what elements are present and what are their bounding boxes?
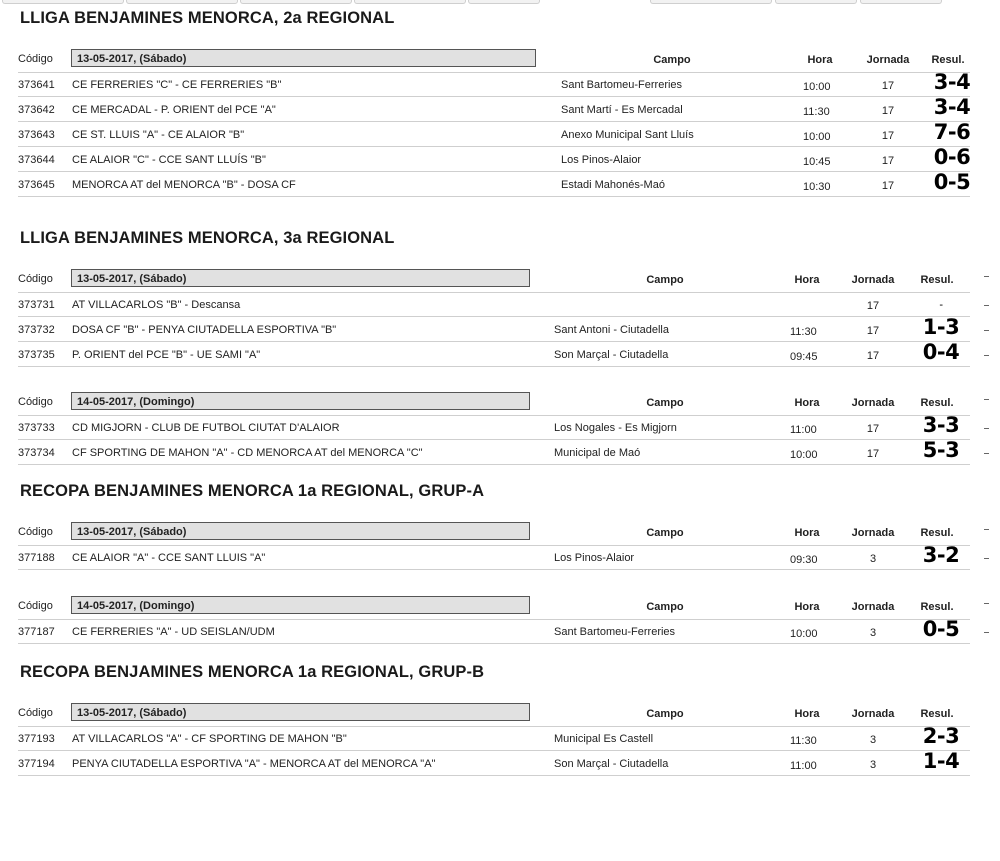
jornada-column-header: Jornada bbox=[851, 708, 895, 720]
hora-column-header: Hora bbox=[794, 708, 820, 720]
result-column-header: Resul. bbox=[920, 527, 954, 539]
separator-tick bbox=[984, 330, 989, 331]
table-header-row bbox=[18, 703, 970, 727]
match-row bbox=[18, 724, 970, 751]
hora-column-header: Hora bbox=[807, 54, 833, 66]
match-time: 10:00 bbox=[790, 628, 818, 640]
jornada-column-header: Jornada bbox=[851, 274, 895, 286]
match-code: 373733 bbox=[18, 422, 55, 434]
match-code: 373643 bbox=[18, 129, 55, 141]
match-result: 7-6 bbox=[933, 120, 971, 144]
match-code: 373734 bbox=[18, 447, 55, 459]
match-date-header: 13-05-2017, (Sábado) bbox=[71, 522, 530, 540]
match-row bbox=[18, 340, 970, 367]
match-field: Los Pinos-Alaior bbox=[554, 552, 635, 564]
separator-tick bbox=[984, 603, 989, 604]
match-round: 3 bbox=[869, 734, 877, 746]
match-result: 0-6 bbox=[933, 145, 971, 169]
match-date-header: 13-05-2017, (Sábado) bbox=[71, 269, 530, 287]
match-round: 17 bbox=[881, 130, 895, 142]
match-time: 10:45 bbox=[803, 156, 831, 168]
match-result: 1-3 bbox=[922, 315, 960, 339]
match-teams: AT VILLACARLOS "B" - Descansa bbox=[72, 299, 241, 311]
separator-tick bbox=[984, 355, 989, 356]
match-code: 373641 bbox=[18, 79, 55, 91]
code-column-header: Código bbox=[18, 600, 53, 612]
match-row bbox=[18, 543, 970, 570]
result-column-header: Resul. bbox=[920, 708, 954, 720]
match-result: - bbox=[939, 299, 943, 311]
table-header-row bbox=[18, 522, 970, 546]
table-header-row bbox=[18, 269, 970, 293]
match-code: 373645 bbox=[18, 179, 55, 191]
match-teams: CE FERRERIES "A" - UD SEISLAN/UDM bbox=[72, 626, 275, 638]
result-column-header: Resul. bbox=[920, 397, 954, 409]
separator-tick bbox=[984, 428, 989, 429]
code-column-header: Código bbox=[18, 707, 53, 719]
campo-column-header: Campo bbox=[646, 397, 684, 409]
campo-column-header: Campo bbox=[646, 708, 684, 720]
result-column-header: Resul. bbox=[931, 54, 965, 66]
match-code: 377187 bbox=[18, 626, 55, 638]
match-row bbox=[18, 413, 970, 440]
match-time: 11:30 bbox=[790, 326, 817, 338]
match-code: 377194 bbox=[18, 758, 55, 770]
jornada-column-header: Jornada bbox=[851, 527, 895, 539]
match-teams: P. ORIENT del PCE "B" - UE SAMI "A" bbox=[72, 349, 261, 361]
match-teams: CE ALAIOR "C" - CCE SANT LLUÍS "B" bbox=[72, 154, 266, 166]
match-date-header: 13-05-2017, (Sábado) bbox=[71, 703, 530, 721]
match-result: 0-5 bbox=[933, 170, 971, 194]
jornada-column-header: Jornada bbox=[851, 397, 895, 409]
match-time: 11:30 bbox=[803, 106, 830, 118]
competition-title: LLIGA BENJAMINES MENORCA, 2a REGIONAL bbox=[20, 9, 395, 27]
match-teams: CF SPORTING DE MAHON "A" - CD MENORCA AT del MENORCA "C" bbox=[72, 447, 423, 459]
hora-column-header: Hora bbox=[794, 527, 820, 539]
match-time: 10:00 bbox=[790, 449, 818, 461]
match-round: 3 bbox=[869, 627, 877, 639]
match-row bbox=[18, 145, 971, 172]
match-teams: CE MERCADAL - P. ORIENT del PCE "A" bbox=[72, 104, 276, 116]
match-row bbox=[18, 293, 970, 317]
match-row bbox=[18, 749, 970, 776]
match-code: 377188 bbox=[18, 552, 55, 564]
match-teams: AT VILLACARLOS "A" - CF SPORTING DE MAHON "B" bbox=[72, 733, 347, 745]
code-column-header: Código bbox=[18, 53, 53, 65]
hora-column-header: Hora bbox=[794, 397, 820, 409]
match-round: 17 bbox=[866, 350, 880, 362]
jornada-column-header: Jornada bbox=[851, 601, 895, 613]
match-time: 11:00 bbox=[790, 760, 817, 772]
match-result: 1-4 bbox=[922, 749, 960, 773]
match-teams: CE FERRERIES "C" - CE FERRERIES "B" bbox=[72, 79, 282, 91]
match-code: 377193 bbox=[18, 733, 55, 745]
match-round: 17 bbox=[866, 325, 880, 337]
code-column-header: Código bbox=[18, 526, 53, 538]
match-teams: CD MIGJORN - CLUB DE FUTBOL CIUTAT D'ALAIOR bbox=[72, 422, 340, 434]
separator-tick bbox=[984, 453, 989, 454]
match-date-header: 14-05-2017, (Domingo) bbox=[71, 392, 530, 410]
campo-column-header: Campo bbox=[646, 601, 684, 613]
match-time: 11:30 bbox=[790, 735, 817, 747]
jornada-column-header: Jornada bbox=[866, 54, 910, 66]
separator-tick bbox=[984, 632, 989, 633]
match-code: 373731 bbox=[18, 299, 55, 311]
match-field: Los Pinos-Alaior bbox=[561, 154, 642, 166]
browser-tab-strip bbox=[0, 0, 1000, 3]
separator-tick bbox=[984, 529, 989, 530]
hora-column-header: Hora bbox=[794, 274, 820, 286]
match-field: Municipal Es Castell bbox=[554, 733, 654, 745]
match-result: 0-5 bbox=[922, 617, 960, 641]
match-teams: CE ST. LLUIS "A" - CE ALAIOR "B" bbox=[72, 129, 245, 141]
match-result: 5-3 bbox=[922, 438, 960, 462]
match-round: 17 bbox=[881, 180, 895, 192]
match-teams: MENORCA AT del MENORCA "B" - DOSA CF bbox=[72, 179, 296, 191]
match-time: 10:30 bbox=[803, 181, 831, 193]
match-round: 3 bbox=[869, 553, 877, 565]
match-round: 17 bbox=[881, 80, 895, 92]
match-row bbox=[18, 95, 971, 122]
competition-title: RECOPA BENJAMINES MENORCA 1a REGIONAL, GRUP-A bbox=[20, 482, 485, 500]
match-row bbox=[18, 170, 971, 197]
match-date-header: 14-05-2017, (Domingo) bbox=[71, 596, 530, 614]
match-row bbox=[18, 120, 971, 147]
match-round: 17 bbox=[866, 448, 880, 460]
match-result: 2-3 bbox=[922, 724, 960, 748]
match-field: Anexo Municipal Sant Lluís bbox=[561, 129, 694, 141]
match-field: Son Marçal - Ciutadella bbox=[554, 758, 669, 770]
match-round: 17 bbox=[866, 300, 880, 312]
competition-title: RECOPA BENJAMINES MENORCA 1a REGIONAL, GRUP-B bbox=[20, 663, 485, 681]
match-field: Sant Bartomeu-Ferreries bbox=[554, 626, 676, 638]
match-result: 3-4 bbox=[933, 70, 971, 94]
match-teams: CE ALAIOR "A" - CCE SANT LLUIS "A" bbox=[72, 552, 266, 564]
match-row bbox=[18, 438, 970, 465]
match-round: 17 bbox=[866, 423, 880, 435]
match-time: 09:45 bbox=[790, 351, 818, 363]
separator-tick bbox=[984, 276, 989, 277]
table-header-row bbox=[18, 392, 970, 416]
match-code: 373735 bbox=[18, 349, 55, 361]
match-row bbox=[18, 70, 971, 97]
code-column-header: Código bbox=[18, 396, 53, 408]
match-field: Sant Martí - Es Mercadal bbox=[561, 104, 683, 116]
match-row bbox=[18, 617, 970, 644]
match-date-header: 13-05-2017, (Sábado) bbox=[71, 49, 536, 67]
separator-tick bbox=[984, 399, 989, 400]
match-time: 11:00 bbox=[790, 424, 817, 436]
match-result: 3-2 bbox=[922, 543, 960, 567]
campo-column-header: Campo bbox=[653, 54, 691, 66]
match-teams: DOSA CF "B" - PENYA CIUTADELLA ESPORTIVA "B" bbox=[72, 324, 337, 336]
separator-tick bbox=[984, 305, 989, 306]
match-result: 3-3 bbox=[922, 413, 960, 437]
separator-tick bbox=[984, 558, 989, 559]
campo-column-header: Campo bbox=[646, 274, 684, 286]
match-field: Los Nogales - Es Migjorn bbox=[554, 422, 677, 434]
match-field: Municipal de Maó bbox=[554, 447, 641, 459]
match-row bbox=[18, 315, 970, 342]
match-round: 17 bbox=[881, 105, 895, 117]
match-round: 17 bbox=[881, 155, 895, 167]
table-header-row bbox=[18, 596, 970, 620]
match-code: 373732 bbox=[18, 324, 55, 336]
match-field: Estadi Mahonés-Maó bbox=[561, 179, 665, 191]
match-field: Son Marçal - Ciutadella bbox=[554, 349, 669, 361]
match-time: 10:00 bbox=[803, 131, 831, 143]
result-column-header: Resul. bbox=[920, 274, 954, 286]
campo-column-header: Campo bbox=[646, 527, 684, 539]
match-result: 0-4 bbox=[922, 340, 960, 364]
table-header-row bbox=[18, 49, 970, 73]
match-teams: PENYA CIUTADELLA ESPORTIVA "A" - MENORCA AT del MENORCA "A" bbox=[72, 758, 436, 770]
match-field: Sant Bartomeu-Ferreries bbox=[561, 79, 683, 91]
match-time: 09:30 bbox=[790, 554, 818, 566]
match-time: 10:00 bbox=[803, 81, 831, 93]
hora-column-header: Hora bbox=[794, 601, 820, 613]
result-column-header: Resul. bbox=[920, 601, 954, 613]
match-round: 3 bbox=[869, 759, 877, 771]
match-code: 373644 bbox=[18, 154, 55, 166]
code-column-header: Código bbox=[18, 273, 53, 285]
match-field: Sant Antoni - Ciutadella bbox=[554, 324, 669, 336]
match-result: 3-4 bbox=[933, 95, 971, 119]
match-code: 373642 bbox=[18, 104, 55, 116]
competition-title: LLIGA BENJAMINES MENORCA, 3a REGIONAL bbox=[20, 229, 395, 247]
